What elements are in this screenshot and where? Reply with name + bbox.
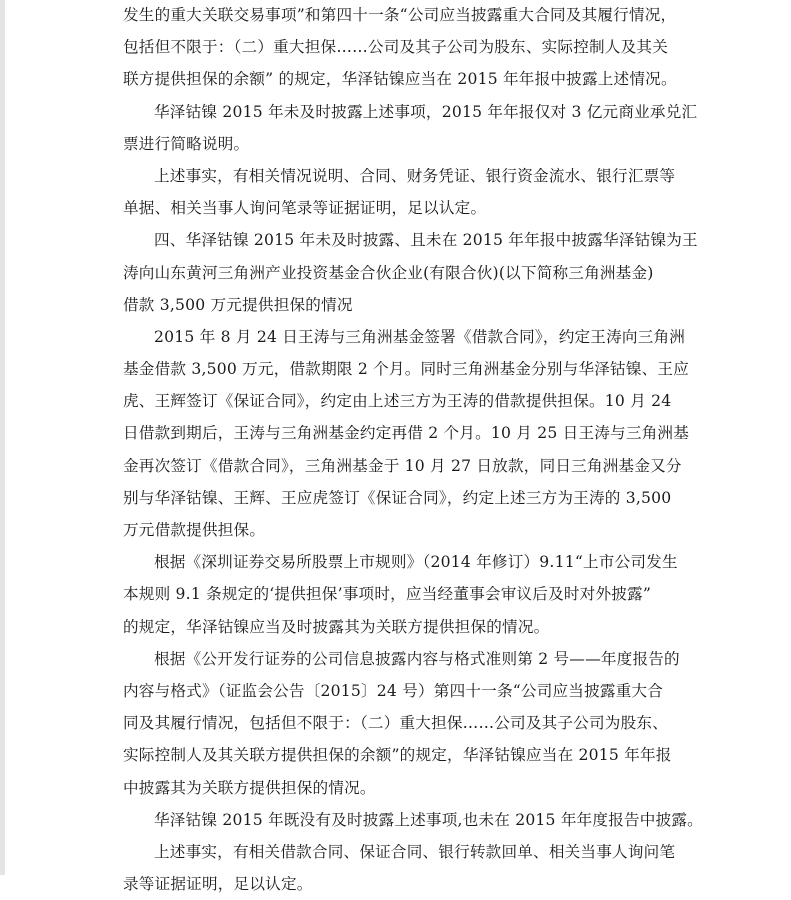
section-heading-four: 四、华泽钴镍 2015 年未及时披露、且未在 2015 年年报中披露华泽钴镍为王	[154, 231, 698, 250]
section-heading-four-cont: 借款 3,500 万元提供担保的情况	[123, 295, 353, 314]
text-line: 中披露其为关联方提供担保的情况。	[123, 778, 376, 797]
text-line: 同及其履行情况，包括但不限于：（二）重大担保……公司及其子公司为股东、	[123, 714, 668, 733]
text-line: 万元借款提供担保。	[123, 521, 266, 539]
text-line: 本规则 9.1 条规定的‘提供担保’事项时，应当经董事会审议后及时对外披露”	[123, 585, 652, 604]
paragraph-start-line: 上述事实，有相关借款合同、保证合同、银行转款回单、相关当事人询问笔	[154, 842, 676, 861]
text-line: 录等证据证明，足以认定。	[123, 875, 313, 894]
text-line: 虎、王辉签订《保证合同》，约定由上述三方为王涛的借款提供担保。10 月 24	[123, 392, 672, 411]
text-line: 金再次签订《借款合同》，三角洲基金于 10 月 27 日放款，同日三角洲基金又分	[123, 456, 682, 475]
paragraph-start-line: 根据《公开发行证券的公司信息披露内容与格式准则第 2 号——年度报告的	[154, 649, 680, 668]
text-line: 的规定，华泽钴镍应当及时披露其为关联方提供担保的情况。	[123, 617, 550, 636]
paragraph-start-line: 华泽钴镍 2015 年既没有及时披露上述事项,也未在 2015 年年度报告中披露。	[154, 810, 703, 829]
text-line: 实际控制人及其关联方提供担保的余额”的规定，华泽钴镍应当在 2015 年年报	[123, 746, 672, 765]
paragraph-start-line: 上述事实，有相关情况说明、合同、财务凭证、银行资金流水、银行汇票等	[154, 166, 676, 185]
text-line: 发生的重大关联交易事项”和第四十一条“公司应当披露重大合同及其履行情况，	[123, 6, 677, 24]
text-line: 票进行简略说明。	[123, 134, 250, 153]
text-line: 单据、相关当事人询问笔录等证据证明，足以认定。	[123, 199, 487, 218]
text-line: 别与华泽钴镍、王辉、王应虎签订《保证合同》，约定上述三方为王涛的 3,500	[123, 488, 672, 507]
paragraph-start-line: 根据《深圳证券交易所股票上市规则》（2014 年修订）9.11“上市公司发生	[154, 553, 678, 572]
document-page	[123, 0, 703, 900]
text-line: 内容与格式》（证监会公告〔2015〕24 号）第四十一条“公司应当披露重大合	[123, 681, 664, 700]
paragraph-start-line: 华泽钴镍 2015 年未及时披露上述事项，2015 年年报仅对 3 亿元商业承兑汇	[154, 102, 698, 121]
section-heading-four-cont: 涛向山东黄河三角洲产业投资基金合伙企业(有限合伙)(以下简称三角洲基金)	[123, 263, 654, 282]
paragraph-start-line: 2015 年 8 月 24 日王涛与三角洲基金签署《借款合同》，约定王涛向三角洲	[154, 327, 686, 346]
viewer-left-border	[0, 0, 5, 875]
text-line: 联方提供担保的余额” 的规定，华泽钴镍应当在 2015 年年报中披露上述情况。	[123, 70, 677, 89]
text-line: 包括但不限于：（二）重大担保……公司及其子公司为股东、实际控制人及其关	[123, 38, 668, 57]
text-line: 基金借款 3,500 万元，借款期限 2 个月。同时三角洲基金分别与华泽钴镍、王应	[123, 360, 689, 379]
text-line: 日借款到期后，王涛与三角洲基金约定再借 2 个月。10 月 25 日王涛与三角洲基	[123, 424, 689, 443]
